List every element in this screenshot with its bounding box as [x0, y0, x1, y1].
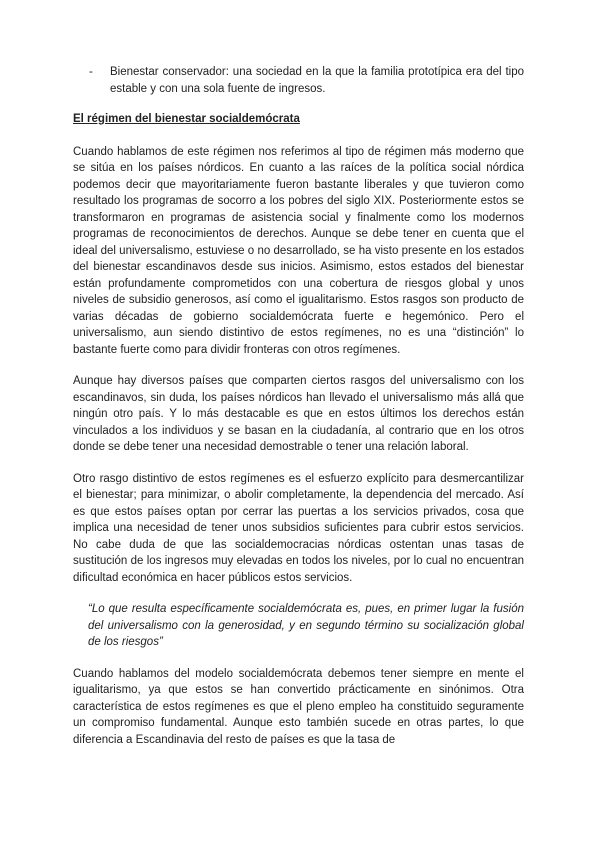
- paragraph-1: Cuando hablamos de este régimen nos referimos al tipo de régimen más moderno que se sitúa en los países nórdicos. En cuanto a las raíces de la política social nórdica podemos decir que mayoritariamente fueron bastante liberales y que tuvieron como resultado los programas de socorro a los pobres del siglo XIX. Posteriormente estos se transformaron en programas de asistencia social y finalmente como los modernos programas de reconocimientos de derechos. Aunque se debe tener en cuenta que el ideal del universalismo, estuviese o no desarrollado, se ha visto presente en los estados del bienestar escandinavos desde sus inicios. Asimismo, estos estados del bienestar están profundamente comprometidos con una cobertura de riesgos global y unos niveles de subsidio generosos, así como el igualitarismo. Estos rasgos son producto de varias décadas de gobierno socialdemócrata fuerte e hegemónico. Pero el universalismo, aun siendo distintivo de estos regímenes, no es una “distinción” lo bastante fuerte como para dividir fronteras con otros regímenes.: [73, 145, 524, 356]
- paragraph-2: Aunque hay diversos países que comparten ciertos rasgos del universalismo con los escandinavos, sin duda, los países nórdicos han llevado el universalismo más allá que ningún otro país. Y lo más destacable es que en estos últimos los derechos están vinculados a los individuos y se basan en la ciudadanía, al contrario que en los otros donde se debe tener una necesidad demostrable o tener una relación laboral.: [73, 375, 524, 453]
- bullet-text: Bienestar conservador: una sociedad en la que la familia prototípica era del tipo estable y con una sola fuente de ingresos.: [110, 66, 524, 95]
- bullet-dash: -: [89, 66, 93, 78]
- paragraph-4: Cuando hablamos del modelo socialdemócrata debemos tener siempre en mente el igualitarismo, ya que estos se han convertido prácticamente en sinónimos. Otra característica de estos regímenes es que el pleno empleo ha constituido seguramente un compromiso fundamental. Aunque esto también sucede en otras partes, lo que diferencia a Escandinavia del resto de países es que la tasa de: [73, 667, 524, 746]
- paragraph-3: Otro rasgo distintivo de estos regímenes es el esfuerzo explícito para desmercantilizar el bienestar; para minimizar, o abolir completamente, la dependencia del mercado. Así es que estos países optan por cerrar las puertas a los servicios privados, cosa que implica una necesidad de tener unos subsidios suficientes para cubrir estos servicios. No cabe duda de que las socialdemocracias nórdicas ostentan unas tasas de sustitución de los ingresos muy elevadas en todos los niveles, por lo cual no encuentran dificultad económica en hacer públicos estos servicios.: [73, 472, 524, 584]
- bullet-item: [73, 64, 524, 97]
- section-title: El régimen del bienestar socialdemócrata: [73, 113, 300, 125]
- block-quote: “Lo que resulta específicamente socialdemócrata es, pues, en primer lugar la fusión del universalismo con la generosidad, y en segundo término su socialización global de los riesgos”: [88, 603, 524, 648]
